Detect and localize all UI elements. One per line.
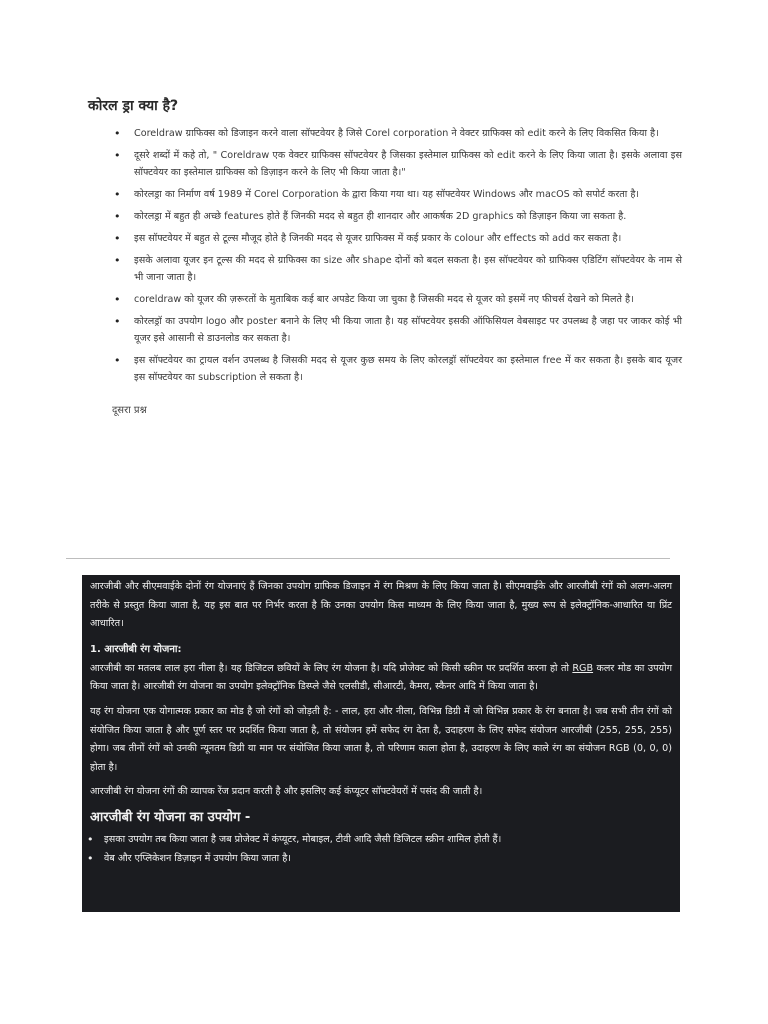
bullet-item: • इसके अलावा यूजर इन टूल्स की मदद से ग्राफिक्स का size और shape दोनों को बदल सकता है। इस सॉफ्टवेयर को ग्राफिक्स एडिटिंग सॉफ्टवेयर के नाम से भी जाना जाता है। — [134, 252, 682, 286]
coreldraw-heading: कोरल ड्रा क्या है? — [88, 98, 179, 114]
usage-item: • इसका उपयोग तब किया जाता है जब प्रोजेक्ट में कंप्यूटर, मोबाइल, टीवी आदि जैसी डिजिटल स्क्रीन शामिल होती हैं। — [104, 830, 672, 849]
rgb-usage-heading: आरजीबी रंग योजना का उपयोग - — [90, 809, 251, 825]
rgb-definition-text-b: कलर मोड का उपयोग किया जाता है। आरजीबी रंग योजना का उपयोग इलेक्ट्रॉनिक डिस्प्ले जैसे एलसीडी, सीआरटी, कैमरा, स्कैनर आदि में किया जाता है। — [90, 662, 673, 693]
bullet-item: • दूसरे शब्दों में कहे तो, " Coreldraw एक वेक्टर ग्राफिक्स सॉफ्टवेयर है जिसका इस्तेमाल ग्राफिक्स को edit करने के लिए किया जाता है। इसके अलावा इस सॉफ्टवेयर का इस्तेमाल ग्राफिक्स को डिज़ाइन करने के लिए भी किया जाता है।" — [134, 147, 682, 181]
rgb-underlined-term: RGB — [572, 662, 594, 674]
rgb-usage-list — [90, 830, 672, 868]
bullet-item: • कोरलड्रॉ का उपयोग logo और poster बनाने के लिए भी किया जाता है। यह सॉफ्टवेयर इसकी ऑफिसियल वेबसाइट पर उपलब्ध है जहा पर जाकर कोई भी यूजर इसे आसानी से डाउनलोड कर सकता है। — [134, 313, 682, 347]
bullet-item: • Coreldraw ग्राफिक्स को डिजाइन करने वाला सॉफ्टवेयर है जिसे Corel corporation ने वेक्टर ग्राफिक्स को edit करने के लिए विकसित किया है। — [134, 125, 682, 142]
bullet-item: • इस सॉफ्टवेयर में बहुत से टूल्स मौजूद होते है जिनकी मदद से यूजर ग्राफिक्स में कई प्रकार के colour और effects को add कर सकता है। — [134, 230, 682, 247]
additive-mode-paragraph: यह रंग योजना एक योगात्मक प्रकार का मोड है जो रंगों को जोड़ती है: - लाल, हरा और नीला, विभिन्न डिग्री में जो विभिन्न प्रकार के रंग बनाता है। जब सभी तीन रंगों को संयोजित किया जाता है और पूर्ण स्तर पर प्रदर्शित किया जाता है, तो संयोजन हमें सफेद रंग देता है, उदाहरण के लिए सफेद संयोजन आरजीबी (255, 255, 255) होगा। जब तीनों रंगों को उनकी न्यूनतम डिग्री या मान पर संयोजित किया जाता है, तो परिणाम काला होता है, उदाहरण के लिए काले रंग का संयोजन RGB (0, 0, 0) होता है। — [90, 705, 672, 773]
rgb-definition-text-a: आरजीबी का मतलब लाल हरा नीला है। यह डिजिटल छवियों के लिए रंग योजना है। यदि प्रोजेक्ट को किसी स्क्रीन पर प्रदर्शित करना हो तो — [90, 662, 573, 674]
bullet-item: • कोरलड्रा में बहुत ही अच्छे features होते हैं जिनकी मदद से बहुत ही शानदार और आकर्षक 2D graphics को डिज़ाइन किया जा सकता है. — [134, 208, 682, 225]
bullet-item: • कोरलड्रा का निर्माण वर्ष 1989 में Corel Corporation के द्वारा किया गया था। यह सॉफ्टवेयर Windows और macOS को सपोर्ट करता है। — [134, 186, 682, 203]
rgb-range-paragraph: आरजीबी रंग योजना रंगों की व्यापक रेंज प्रदान करती है और इसलिए कई कंप्यूटर सॉफ्टवेयरों में पसंद की जाती है। — [90, 786, 483, 798]
usage-item: • वेब और एप्लिकेशन डिज़ाइन में उपयोग किया जाता है। — [104, 849, 672, 868]
second-question-label: दूसरा प्रश्न — [112, 405, 147, 416]
rgb-definition-paragraph — [90, 660, 672, 697]
section-divider — [66, 558, 670, 559]
intro-paragraph: आरजीबी और सीएमवाईके दोनों रंग योजनाएं हैं जिनका उपयोग ग्राफिक डिजाइन में रंग मिश्रण के लिए किया जाता है। सीएमवाईके और आरजीबी रंगों को अलग-अलग तरीके से प्रस्तुत किया जाता है, यह इस बात पर निर्भर करता है कि उनका उपयोग किस माध्यम के लिए किया जाता है, मुख्य रूप से इलेक्ट्रॉनिक-आधारित या प्रिंट आधारित। — [90, 581, 672, 630]
rgb-answer-panel — [82, 575, 680, 912]
bullet-item: • इस सॉफ्टवेयर का ट्रायल वर्शन उपलब्ध है जिसकी मदद से यूजर कुछ समय के लिए कोरलड्रॉ सॉफ्टवेयर का इस्तेमाल free में कर सकता है। इसके बाद यूजर इस सॉफ्टवेयर का subscription ले सकता है। — [134, 352, 682, 386]
coreldraw-section — [88, 96, 682, 416]
rgb-subheading: 1. आरजीबी रंग योजना: — [90, 643, 182, 655]
bullet-item: • coreldraw को यूजर की ज़रूरतों के मुताबिक कई बार अपडेट किया जा चुका है जिसकी मदद से यूजर को इसमें नए फीचर्स देखने को मिलते है। — [134, 291, 682, 308]
coreldraw-bullet-list — [88, 125, 682, 386]
